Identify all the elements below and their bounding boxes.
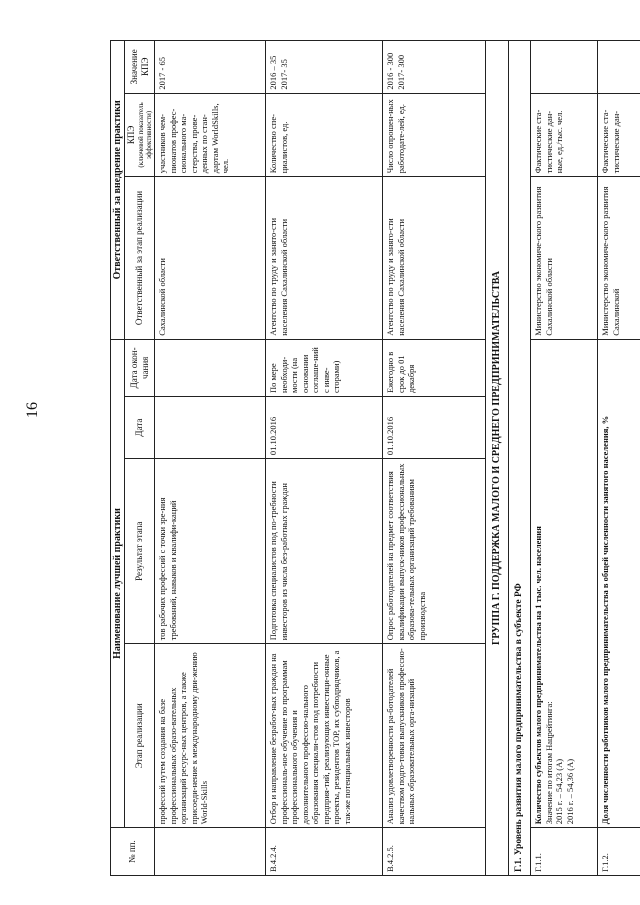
row-kpe-value: 2017 - 65	[155, 41, 266, 94]
section-title: Г.1. Уровень развития малого предпринимательства в субъекте РФ	[509, 41, 531, 876]
row-kpe-value: 2016 - 300 2017- 300	[383, 41, 486, 94]
row-responsible: Агентство по труду и занято-сти населения Сахалинской области	[266, 177, 383, 339]
indicator-title: Количество субъектов малого предпринимательства на 1 тыс. чел. населения	[533, 526, 543, 825]
indicator-rating-label: Значение по итогам Нацрейтинга:	[543, 701, 554, 825]
group-title: ГРУППА Г. ПОДДЕРЖКА МАЛОГО И СРЕДНЕГО ПРЕДПРИНИМАТЕЛЬСТВА	[486, 41, 509, 876]
row-date	[155, 397, 266, 459]
row-num: В.4.2.4.	[266, 828, 383, 876]
row-kpe: Фактические ста-тистические дан-	[598, 93, 640, 177]
indicator-value-2016: 2016 г. – 54,36 (А)	[564, 758, 575, 825]
table-row	[383, 41, 486, 876]
row-stage: Анализ удовлетворенности ра-ботодателей качеством подго-товки выпускников профессио-нальных образовательных орга-низаций	[383, 644, 486, 828]
header-responsible: Ответственный за внедрение практики	[111, 41, 125, 340]
table-row	[266, 41, 383, 876]
row-kpe-value	[598, 41, 640, 94]
best-practices-table	[110, 40, 640, 876]
header-date: Дата	[125, 397, 155, 459]
header-end-date: Дата окон-чания	[125, 339, 155, 396]
row-date: 01.10.2016	[383, 397, 486, 459]
row-num: Г.1.1.	[531, 828, 598, 876]
row-num: Г.1.2.	[598, 828, 640, 876]
row-stage: профессий путем создания на базе профессиональных образо-вательных организаций ресурс-ных центров, а также присоеди-нение к международному дви-жению World-Skills	[155, 644, 266, 828]
row-kpe: Количество спе-циалистов, ед.	[266, 93, 383, 177]
row-result: Опрос работодателей на предмет соответствия квалификации выпуск-ников профессиональных образова-тельных организаций требованиям производства	[383, 459, 486, 644]
header-kpe-sub: (ключевой показатель эффективности)	[137, 102, 153, 168]
row-responsible: Министерство экономиче-ского развития Сахалинской	[598, 177, 640, 339]
row-result: тов рабочих профессий с точки зре-ния требований, навыков и квалифи-каций	[155, 459, 266, 644]
row-result: Подготовка специалистов под по-требности инвесторов из числа без-работных граждан	[266, 459, 383, 644]
header-kpe-label: КПЭ	[126, 125, 136, 145]
row-responsible: Агентство по труду и заняго-сти населения Сахалинской области	[383, 177, 486, 339]
table-row	[531, 41, 598, 876]
header-result: Результат этапа	[125, 459, 155, 644]
row-kpe-value	[531, 41, 598, 94]
header-stage-responsible: Ответственный за этап реализации	[125, 177, 155, 339]
row-kpe-value: 2016 – 35 2017- 35	[266, 41, 383, 94]
row-num: В.4.2.5.	[383, 828, 486, 876]
table-row	[598, 41, 640, 876]
row-kpe: Фактические ста-тистические дан-ные, ед./тыс. чел.	[531, 93, 598, 177]
header-kpe	[125, 93, 155, 177]
row-end-date: Ежегодно в срок до 01 декабря	[383, 339, 486, 396]
row-end-date	[155, 339, 266, 396]
row-end-date: По мере необходи-мости (на основании соглаше-ний с инве-сторами)	[266, 339, 383, 396]
row-stage: Отбор и направление безработ-ных граждан на профессиональ-ное обучение по программам профессионального обучения и дополнительного профессио-нального образования специали-стов под потребности предприя-тий, реализующих инвестици-онные проекты, резидентов ТОР, их субподрядчиков, а так-же потенциальных инвесторов	[266, 644, 383, 828]
indicator-title: Доля численности работников малого предпринимательства в общей численности занятого населения, %	[598, 339, 640, 828]
indicator-value-2015: 2015 г. – 54,23 (А)	[554, 758, 564, 825]
row-kpe: Число опрошен-ных работодате-лей, ед.	[383, 93, 486, 177]
row-responsible: Министерство экономиче-ского развития Сахалинской области	[531, 177, 598, 339]
row-indicator	[531, 339, 598, 828]
page-number: 16	[24, 402, 41, 418]
row-kpe: участников чем-пионатов профес-сионального ма-стерства, прове-денных по стан-дартам WorldSkills, чел.	[155, 93, 266, 177]
row-num	[155, 828, 266, 876]
row-responsible: Сахалинской области	[155, 177, 266, 339]
header-best-practice: Наименование лучшей практики	[111, 339, 125, 828]
header-stage: Этап реализации	[125, 644, 155, 828]
table-row	[155, 41, 266, 876]
rotated-table-sheet	[110, 40, 621, 876]
row-date: 01.10.2016	[266, 397, 383, 459]
header-num: № пп.	[111, 828, 155, 876]
header-kpe-value: Значение КПЭ	[125, 41, 155, 94]
